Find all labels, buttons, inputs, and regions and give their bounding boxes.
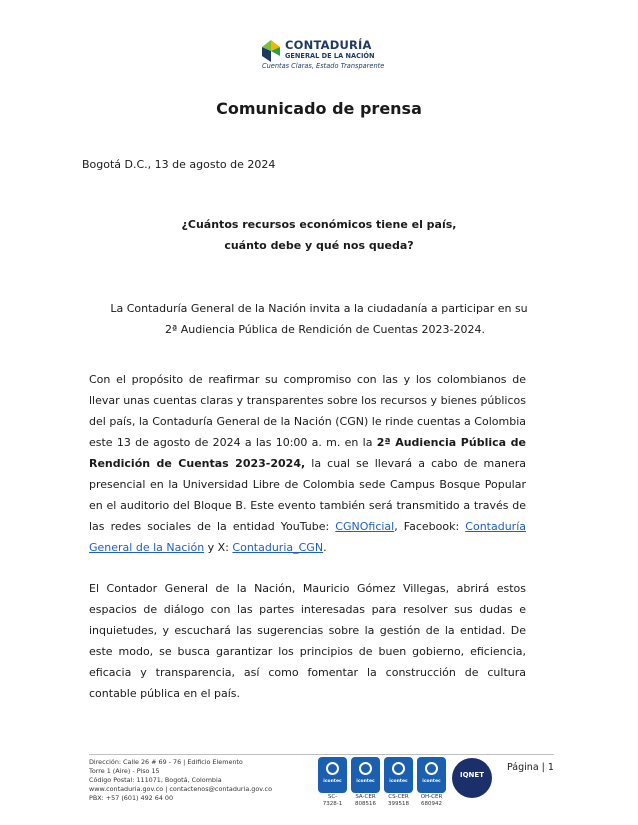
paragraph-text: Con el propósito de reafirmar su compromiso con las y los colombianos de llevar unas cuentas claras y transparentes sobre los recursos y bienes públicos del país, la Contaduría General de la Nación (CGN) le rinde cuentas a Colombia este 13 de agosto de 2024 a las 10:00 a. m. en la	[89, 373, 526, 449]
invitation	[0, 298, 638, 340]
iqnet-label: IQNET	[460, 771, 484, 779]
logo-name: CONTADURÍA	[285, 38, 372, 52]
address-line: www.contaduria.gov.co | contactenos@contaduria.gov.co	[89, 785, 272, 793]
x-link[interactable]: Contaduria_CGN	[232, 541, 324, 554]
cert-code: SC-	[327, 794, 338, 800]
address-line: PBX: +57 (601) 492 64 00	[89, 794, 174, 802]
address-line: Torre 1 (Aire) - Piso 15	[89, 767, 160, 775]
logo-mark-icon	[260, 39, 282, 63]
cert-code: 808516	[355, 801, 376, 807]
cert-code: CS-CER	[388, 794, 409, 800]
paragraph-text: .	[323, 541, 327, 554]
cert-label: icontec	[422, 779, 441, 784]
cert-code: SA-CER	[355, 794, 376, 800]
cert-code: 680942	[421, 801, 442, 807]
headline-line-2: cuánto debe y qué nos queda?	[224, 239, 414, 252]
logo-tagline: Cuentas Claras, Estado Transparente	[262, 62, 385, 70]
paragraph-text: , Facebook:	[394, 520, 466, 533]
iqnet-badge	[452, 758, 492, 798]
headline-question	[0, 214, 638, 256]
address-line: Dirección: Calle 26 # 69 - 76 | Edificio Elemento	[89, 758, 243, 766]
paragraph-text: y X:	[204, 541, 233, 554]
youtube-link[interactable]: CGNOficial	[335, 520, 395, 533]
cert-label: icontec	[389, 779, 408, 784]
cert-label: icontec	[323, 779, 342, 784]
paragraph-bold-text: 2ª Audiencia Pública de Rendición de Cuentas 2023-2024,	[89, 436, 526, 470]
headline-line-1: ¿Cuántos recursos económicos tiene el país,	[181, 218, 457, 231]
logo	[260, 38, 390, 72]
certification-badge	[417, 757, 446, 809]
certification-badge	[351, 757, 380, 809]
invitation-line-2: 2ª Audiencia Pública de Rendición de Cuentas 2023-2024.	[165, 323, 485, 336]
cert-code: 399518	[388, 801, 409, 807]
cert-label: icontec	[356, 779, 375, 784]
cert-code: 7328-1	[322, 801, 343, 807]
page-number: Página | 1	[507, 762, 554, 773]
address-line: Código Postal: 111071, Bogotá, Colombia	[89, 776, 222, 784]
cert-code: OH-CER	[420, 794, 443, 800]
invitation-line-1: La Contaduría General de la Nación invita a la ciudadanía a participar en su	[110, 302, 528, 315]
footer-divider	[89, 754, 554, 755]
facebook-link[interactable]: Contaduría General de la Nación	[89, 520, 526, 554]
body-paragraph-2: El Contador General de la Nación, Mauricio Gómez Villegas, abrirá estos espacios de diálogo con las partes interesadas para resolver sus dudas e inquietudes, y escuchará las sugerencias sobre la gestión de la entidad. De este modo, se busca garantizar los principios de buen gobierno, eficiencia, eficacia y transparencia, así como fomentar la construcción de cultura contable pública en el país.	[89, 582, 526, 700]
body-paragraph-1	[89, 369, 526, 558]
certification-badge	[384, 757, 413, 809]
dateline: Bogotá D.C., 13 de agosto de 2024	[82, 158, 276, 171]
certification-badge	[318, 757, 347, 809]
paragraph-text: la cual se llevará a cabo de manera presencial en la Universidad Libre de Colombia sede Campus Bosque Popular en el auditorio del Bloque B. Este evento también será transmitido a través de las redes sociales de la entidad YouTube:	[89, 457, 526, 533]
footer-address	[89, 758, 272, 803]
logo-subname: GENERAL DE LA NACIÓN	[285, 52, 375, 60]
page-title: Comunicado de prensa	[216, 99, 422, 118]
